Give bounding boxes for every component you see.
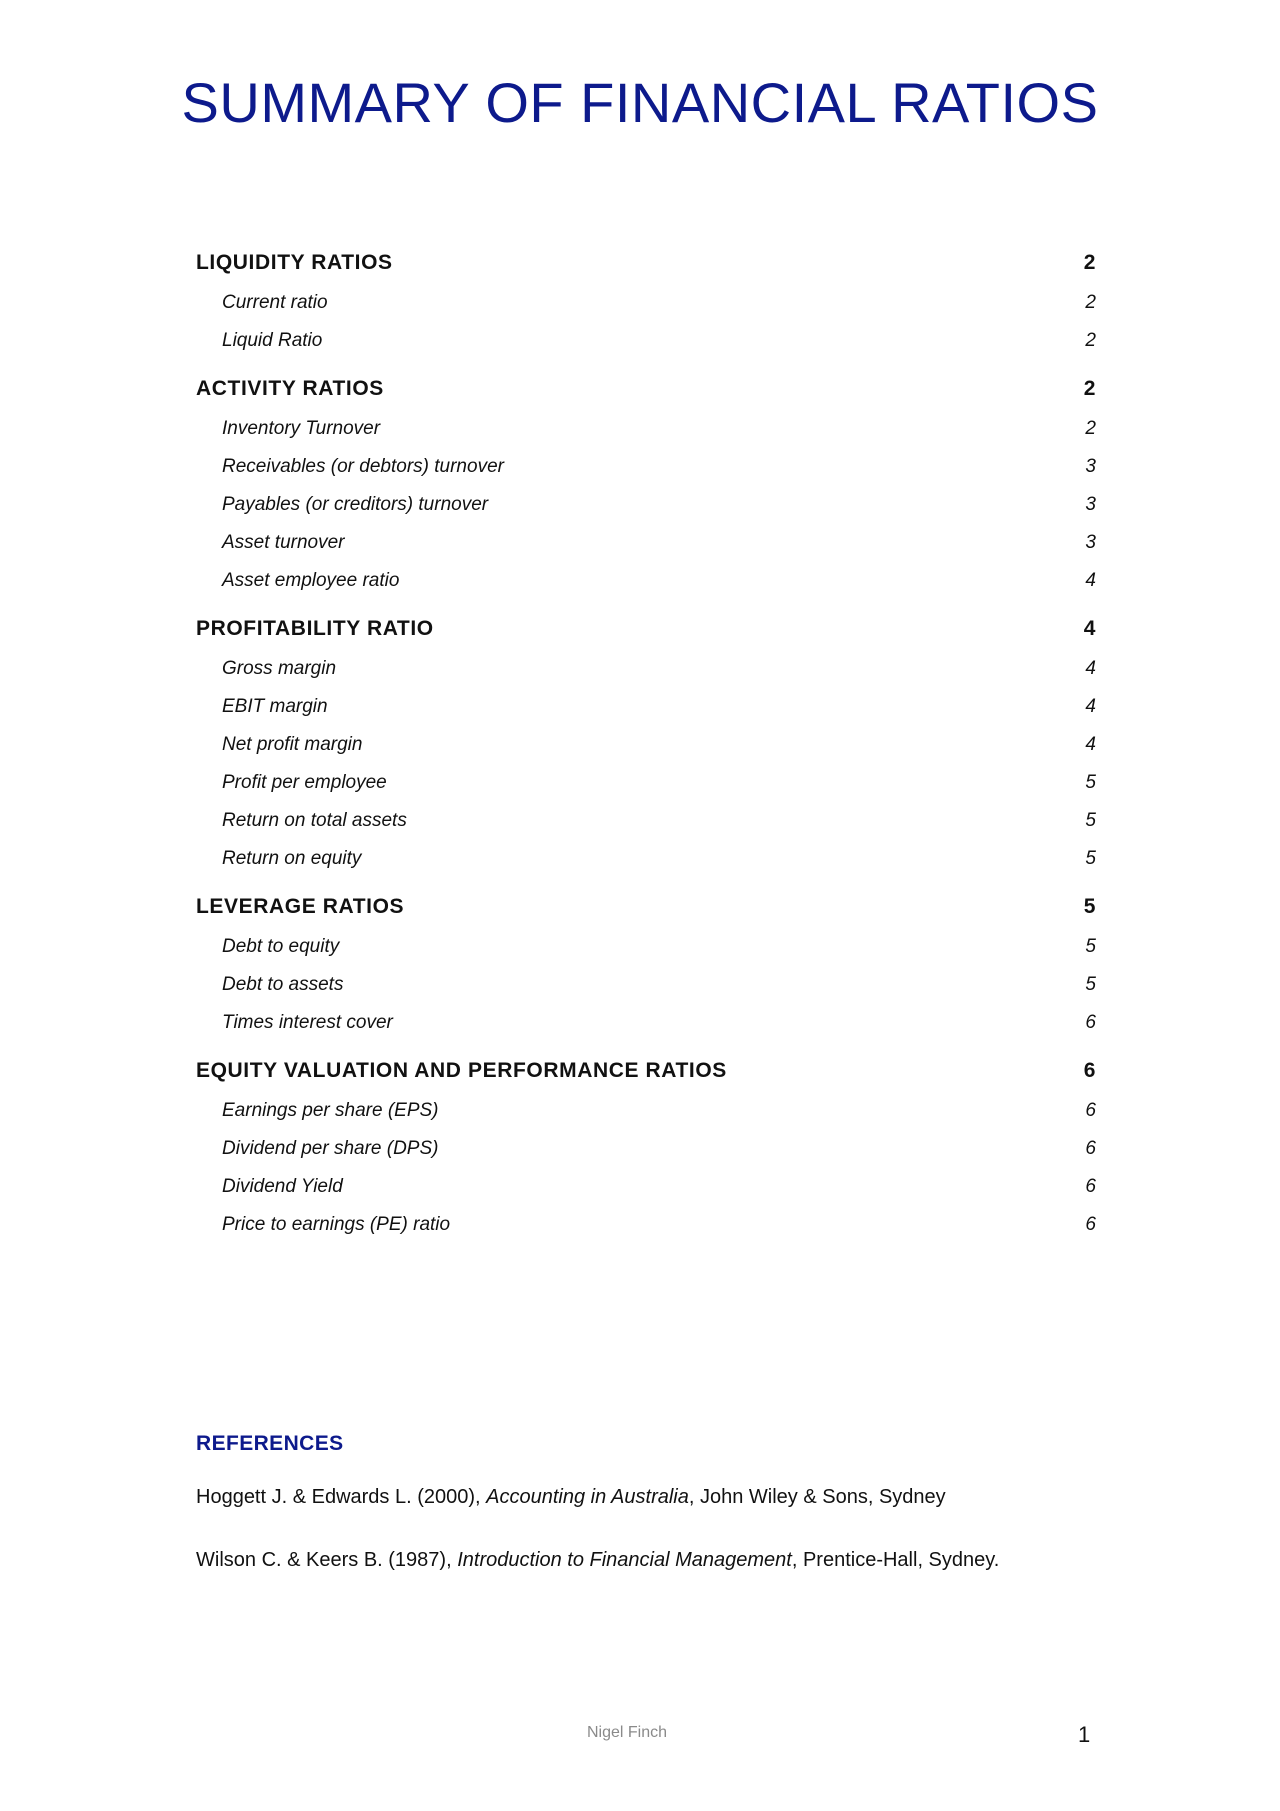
toc-entry-page: 3: [1085, 532, 1096, 553]
reference-entry: [196, 1549, 1096, 1572]
toc-entry-page: 6: [1085, 1138, 1096, 1159]
toc-entry[interactable]: [196, 486, 1096, 524]
toc-heading-page: 2: [1083, 251, 1096, 274]
toc-heading-label: PROFITABILITY RATIO: [196, 617, 434, 640]
toc-entry[interactable]: [196, 322, 1096, 360]
toc-heading-page: 5: [1083, 895, 1096, 918]
toc-entry[interactable]: [196, 802, 1096, 840]
toc-entry[interactable]: [196, 1004, 1096, 1042]
toc-entry-label: Payables (or creditors) turnover: [222, 494, 489, 515]
toc-entry-label: Current ratio: [222, 292, 328, 313]
toc-entry-page: 5: [1085, 848, 1096, 869]
toc-heading-label: EQUITY VALUATION AND PERFORMANCE RATIOS: [196, 1059, 727, 1082]
toc-entry-label: Debt to assets: [222, 974, 344, 995]
toc-entry[interactable]: [196, 650, 1096, 688]
toc-entry-page: 5: [1085, 974, 1096, 995]
toc-entry-label: Receivables (or debtors) turnover: [222, 456, 504, 477]
toc-entry-label: Profit per employee: [222, 772, 387, 793]
toc-entry[interactable]: [196, 840, 1096, 878]
toc-section-liquidity: [196, 246, 1096, 360]
references-heading: REFERENCES: [196, 1432, 344, 1455]
toc-entry-page: 3: [1085, 494, 1096, 515]
toc-entry-page: 2: [1085, 330, 1096, 351]
toc-entry[interactable]: [196, 1092, 1096, 1130]
toc-heading-page: 2: [1083, 377, 1096, 400]
footer-page-number: 1: [1078, 1722, 1091, 1747]
toc-entry-label: Gross margin: [222, 658, 337, 679]
toc-entry-page: 2: [1085, 418, 1096, 439]
reference-authors: Wilson C. & Keers B. (1987),: [196, 1549, 458, 1571]
toc-entry-label: Earnings per share (EPS): [222, 1100, 439, 1121]
toc-heading[interactable]: [196, 890, 1096, 924]
toc-entry-label: Inventory Turnover: [222, 418, 381, 439]
toc-entry-label: Dividend Yield: [222, 1176, 343, 1197]
toc-entry[interactable]: [196, 410, 1096, 448]
toc-entry-page: 6: [1085, 1176, 1096, 1197]
reference-publisher: , Prentice-Hall, Sydney.: [791, 1549, 1000, 1571]
toc-entry[interactable]: [196, 1168, 1096, 1206]
toc-heading-label: LEVERAGE RATIOS: [196, 895, 405, 918]
toc-entry-page: 5: [1085, 772, 1096, 793]
toc-entry-page: 6: [1085, 1012, 1096, 1033]
toc-entry-label: Debt to equity: [222, 936, 340, 957]
toc-heading[interactable]: [196, 1054, 1096, 1088]
toc-entry[interactable]: [196, 966, 1096, 1004]
toc-heading-label: LIQUIDITY RATIOS: [196, 251, 393, 274]
toc-heading-page: 6: [1083, 1059, 1096, 1082]
toc-entry[interactable]: [196, 764, 1096, 802]
toc-entry-page: 5: [1085, 936, 1096, 957]
toc-entry[interactable]: [196, 1206, 1096, 1244]
toc-entry[interactable]: [196, 448, 1096, 486]
toc-section-activity: [196, 372, 1096, 600]
toc-entry-label: Asset turnover: [222, 532, 345, 553]
toc-entry[interactable]: [196, 562, 1096, 600]
toc-entry-label: Liquid Ratio: [222, 330, 323, 351]
toc-entry-label: Price to earnings (PE) ratio: [222, 1214, 451, 1235]
toc-entry-label: EBIT margin: [222, 696, 328, 717]
reference-work-title: Introduction to Financial Management: [457, 1549, 792, 1571]
toc-entry-page: 6: [1085, 1214, 1096, 1235]
reference-work-title: Accounting in Australia: [486, 1486, 689, 1508]
toc-entry-page: 4: [1085, 570, 1096, 591]
table-of-contents: [196, 246, 1096, 1256]
toc-entry[interactable]: [196, 1130, 1096, 1168]
toc-entry-label: Dividend per share (DPS): [222, 1138, 439, 1159]
toc-entry[interactable]: [196, 524, 1096, 562]
toc-entry-page: 4: [1085, 696, 1096, 717]
toc-section-profitability: [196, 612, 1096, 878]
toc-entry-label: Times interest cover: [222, 1012, 393, 1033]
reference-entry: [196, 1486, 1096, 1509]
toc-entry[interactable]: [196, 284, 1096, 322]
toc-entry-page: 3: [1085, 456, 1096, 477]
toc-entry-label: Return on total assets: [222, 810, 407, 831]
toc-section-equity-valuation: [196, 1054, 1096, 1244]
toc-entry-page: 2: [1085, 292, 1096, 313]
toc-heading[interactable]: [196, 372, 1096, 406]
toc-heading-page: 4: [1083, 617, 1096, 640]
toc-entry-page: 4: [1085, 658, 1096, 679]
toc-entry-label: Net profit margin: [222, 734, 363, 755]
toc-entry-label: Asset employee ratio: [222, 570, 400, 591]
toc-heading[interactable]: [196, 246, 1096, 280]
toc-heading-label: ACTIVITY RATIOS: [196, 377, 384, 400]
toc-heading[interactable]: [196, 612, 1096, 646]
footer-author: Nigel Finch: [586, 1724, 668, 1741]
toc-entry[interactable]: [196, 688, 1096, 726]
reference-publisher: , John Wiley & Sons, Sydney: [688, 1486, 946, 1508]
reference-authors: Hoggett J. & Edwards L. (2000),: [196, 1486, 487, 1508]
toc-section-leverage: [196, 890, 1096, 1042]
toc-entry[interactable]: [196, 726, 1096, 764]
page-title: SUMMARY OF FINANCIAL RATIOS: [181, 71, 1099, 134]
toc-entry-page: 5: [1085, 810, 1096, 831]
toc-entry-page: 4: [1085, 734, 1096, 755]
toc-entry-label: Return on equity: [222, 848, 362, 869]
toc-entry-page: 6: [1085, 1100, 1096, 1121]
references-section: [196, 1432, 1096, 1612]
toc-entry[interactable]: [196, 928, 1096, 966]
